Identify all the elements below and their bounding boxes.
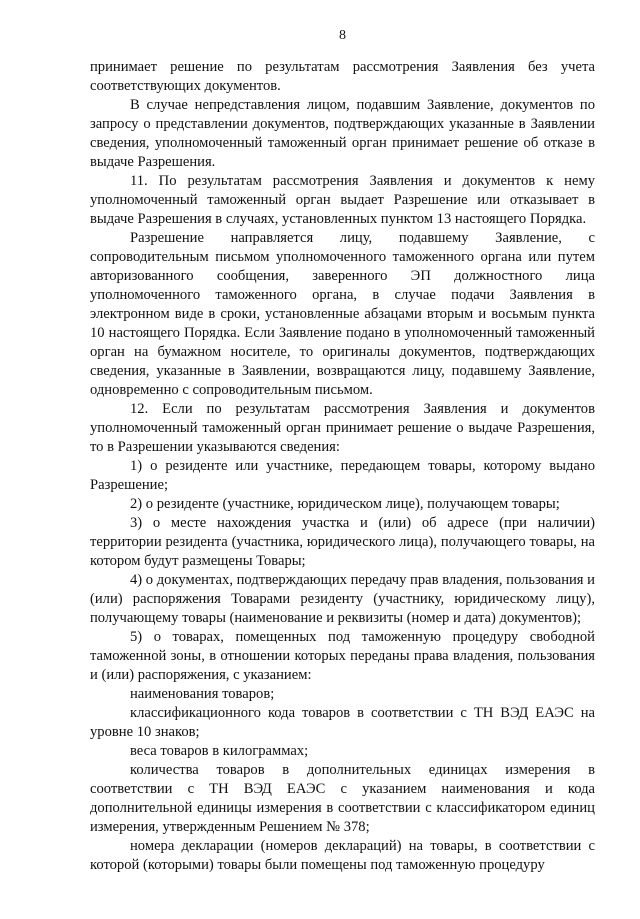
paragraph: В случае непредставления лицом, подавшим Заявление, документов по запросу о представлении документов, подтверждающих указанные в Заявлении сведения, уполномоченный таможенный орган принимает решение об отказе в выдаче Разрешения. [90, 97, 595, 170]
list-line: веса товаров в килограммах; [130, 743, 309, 759]
list-line: номера декларации (номеров деклараций) на товары, в соответствии с которой (которыми) товары были помещены под таможенную процедуру [90, 838, 595, 873]
subitem-3: 3) о месте нахождения участка и (или) об адресе (при наличии) территории резидента (участника, юридического лица), получающего товары, на котором будут размещены Товары; [90, 515, 595, 569]
list-line: наименования товаров; [130, 686, 275, 702]
subitem-2: 2) о резиденте (участнике, юридическом лице), получающем товары; [130, 496, 560, 512]
paragraph: принимает решение по результатам рассмотрения Заявления без учета соответствующих документов. [90, 59, 595, 94]
list-line: количества товаров в дополнительных единицах измерения в соответствии с ТН ВЭД ЕАЭС с указанием наименования и кода дополнительной единицы измерения в соответствии с классификатором единиц измерения, утвержденным Решением № 378; [90, 762, 595, 835]
subitem-1: 1) о резиденте или участнике, передающем товары, которому выдано Разрешение; [90, 458, 595, 493]
paragraph-item-12: 12. Если по результатам рассмотрения Заявления и документов уполномоченный таможенный орган принимает решение о выдаче Разрешения, то в Разрешении указываются сведения: [90, 401, 595, 455]
paragraph-item-11: 11. По результатам рассмотрения Заявления и документов к нему уполномоченный таможенный орган выдает Разрешение или отказывает в выдаче Разрешения в случаях, установленных пунктом 13 настоящего Порядка. [90, 173, 595, 227]
list-line: классификационного кода товаров в соответствии с ТН ВЭД ЕАЭС на уровне 10 знаков; [90, 705, 595, 740]
subitem-4: 4) о документах, подтверждающих передачу прав владения, пользования и (или) распоряжения Товарами резиденту (участнику, юридическому лицу), получающему товары (наименование и реквизиты (номер и дата) документов); [90, 572, 595, 626]
page-number: 8 [339, 28, 346, 43]
paragraph: Разрешение направляется лицу, подавшему Заявление, с сопроводительным письмом уполномоченного таможенного органа или путем авторизованного сообщения, заверенного ЭП должностного лица уполномоченного таможенного органа, в случае подачи Заявления в электронном виде в сроки, установленные абзацами вторым и восьмым пункта 10 настоящего Порядка. Если Заявление подано в уполномоченный таможенный орган на бумажном носителе, то оригиналы документов, подтверждающих сведения, указанные в Заявлении, возвращаются лицу, подавшему Заявление, одновременно с сопроводительным письмом. [90, 230, 595, 398]
subitem-5: 5) о товарах, помещенных под таможенную процедуру свободной таможенной зоны, в отношении которых переданы права владения, пользования и (или) распоряжения, с указанием: [90, 629, 595, 683]
